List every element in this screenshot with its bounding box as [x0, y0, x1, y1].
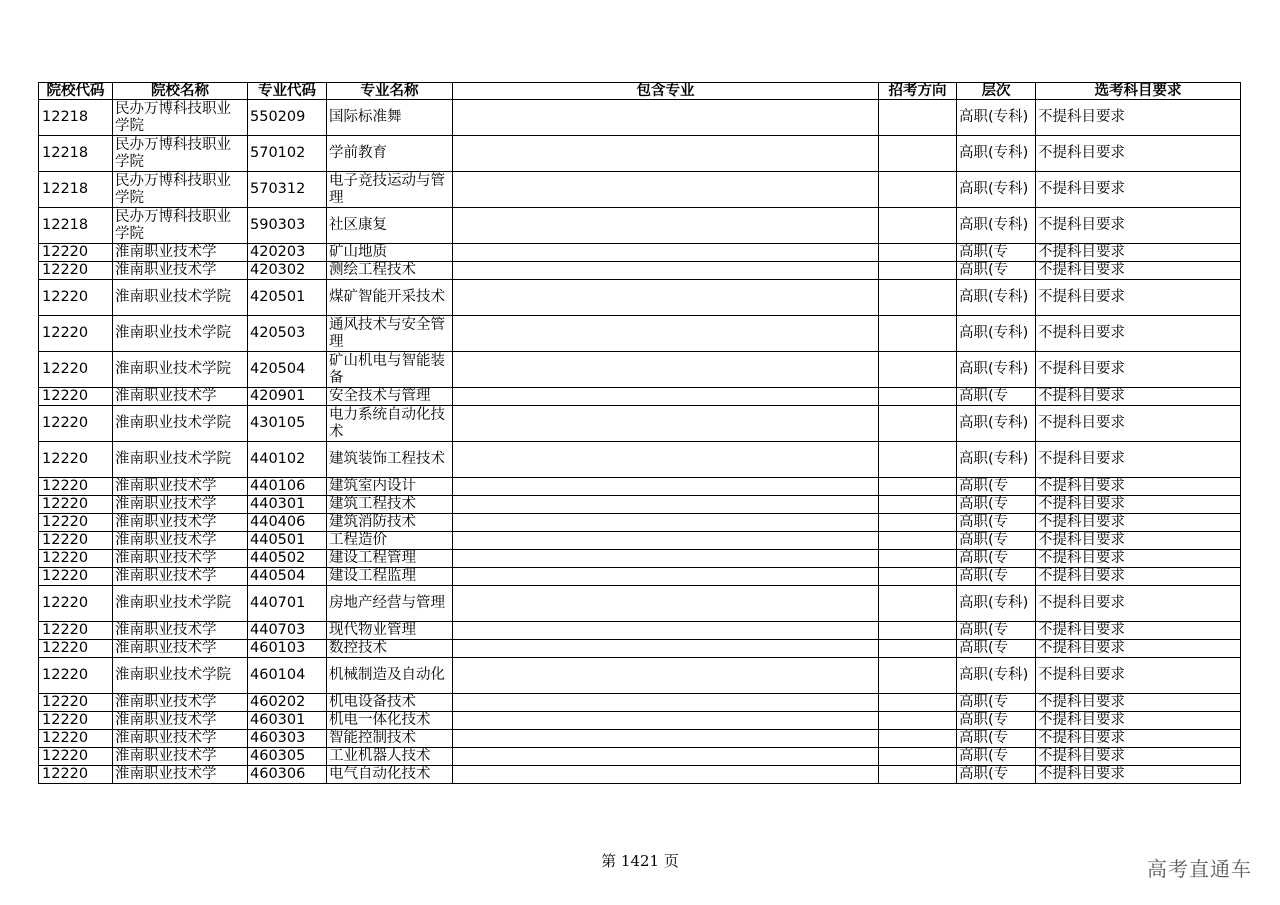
cell-major-name: 数控技术: [327, 640, 453, 658]
cell-school-code: 12220: [39, 388, 113, 406]
cell-school-code: 12220: [39, 766, 113, 784]
cell-major-name: 电力系统自动化技术: [327, 406, 453, 442]
cell-school-name: 淮南职业技术学院: [113, 442, 248, 478]
cell-major-code: 440106: [248, 478, 327, 496]
cell-major-name: 电子竞技运动与管理: [327, 172, 453, 208]
cell-major-name: 电气自动化技术: [327, 766, 453, 784]
cell-requirement: 不提科目要求: [1036, 280, 1241, 316]
cell-school-code: 12220: [39, 406, 113, 442]
cell-school-code: 12220: [39, 568, 113, 586]
cell-direction: [879, 388, 957, 406]
table-row: [39, 244, 1241, 262]
cell-school-name: 淮南职业技术学: [113, 748, 248, 766]
cell-level: 高职(专科): [957, 172, 1036, 208]
table-row: [39, 532, 1241, 550]
watermark: 高考直通车: [1147, 857, 1252, 881]
cell-school-code: 12218: [39, 172, 113, 208]
cell-direction: [879, 568, 957, 586]
cell-requirement: 不提科目要求: [1036, 478, 1241, 496]
cell-school-name: 民办万博科技职业学院: [113, 100, 248, 136]
table-row: [39, 406, 1241, 442]
table-row: [39, 622, 1241, 640]
cell-major-code: 460104: [248, 658, 327, 694]
cell-major-code: 420203: [248, 244, 327, 262]
header-requirement: 选考科目要求: [1036, 83, 1241, 100]
cell-direction: [879, 262, 957, 280]
cell-requirement: 不提科目要求: [1036, 550, 1241, 568]
cell-level: 高职(专科): [957, 658, 1036, 694]
cell-level: 高职(专科): [957, 352, 1036, 388]
cell-major-name: 工业机器人技术: [327, 748, 453, 766]
cell-included-majors: [453, 244, 879, 262]
cell-school-code: 12220: [39, 280, 113, 316]
cell-requirement: 不提科目要求: [1036, 136, 1241, 172]
cell-major-code: 420501: [248, 280, 327, 316]
cell-direction: [879, 694, 957, 712]
cell-direction: [879, 316, 957, 352]
cell-school-name: 淮南职业技术学: [113, 496, 248, 514]
cell-major-code: 440301: [248, 496, 327, 514]
cell-major-code: 420302: [248, 262, 327, 280]
table-row: [39, 568, 1241, 586]
cell-direction: [879, 712, 957, 730]
cell-school-code: 12220: [39, 514, 113, 532]
cell-requirement: 不提科目要求: [1036, 316, 1241, 352]
cell-direction: [879, 514, 957, 532]
table-row: [39, 586, 1241, 622]
cell-major-code: 550209: [248, 100, 327, 136]
cell-requirement: 不提科目要求: [1036, 496, 1241, 514]
cell-direction: [879, 766, 957, 784]
cell-school-name: 淮南职业技术学: [113, 766, 248, 784]
cell-level: 高职(专科): [957, 316, 1036, 352]
cell-direction: [879, 352, 957, 388]
cell-level: 高职(专: [957, 712, 1036, 730]
cell-level: 高职(专科): [957, 442, 1036, 478]
cell-major-name: 测绘工程技术: [327, 262, 453, 280]
cell-school-name: 淮南职业技术学: [113, 622, 248, 640]
cell-school-name: 淮南职业技术学院: [113, 658, 248, 694]
cell-included-majors: [453, 748, 879, 766]
cell-school-name: 淮南职业技术学: [113, 568, 248, 586]
cell-major-code: 570102: [248, 136, 327, 172]
cell-major-name: 国际标准舞: [327, 100, 453, 136]
page-number: 第 1421 页: [601, 852, 679, 870]
cell-major-code: 460202: [248, 694, 327, 712]
cell-school-code: 12220: [39, 442, 113, 478]
cell-level: 高职(专科): [957, 280, 1036, 316]
cell-included-majors: [453, 550, 879, 568]
table-row: [39, 694, 1241, 712]
header-level: 层次: [957, 83, 1036, 100]
cell-included-majors: [453, 514, 879, 532]
cell-major-code: 460301: [248, 712, 327, 730]
cell-major-name: 机电一体化技术: [327, 712, 453, 730]
cell-direction: [879, 496, 957, 514]
cell-major-name: 机械制造及自动化: [327, 658, 453, 694]
table-row: [39, 388, 1241, 406]
cell-level: 高职(专科): [957, 586, 1036, 622]
cell-school-name: 民办万博科技职业学院: [113, 136, 248, 172]
cell-level: 高职(专科): [957, 100, 1036, 136]
cell-major-name: 社区康复: [327, 208, 453, 244]
cell-major-name: 机电设备技术: [327, 694, 453, 712]
cell-school-name: 淮南职业技术学: [113, 388, 248, 406]
cell-included-majors: [453, 316, 879, 352]
cell-direction: [879, 244, 957, 262]
header-school-code: 院校代码: [39, 83, 113, 100]
cell-school-name: 淮南职业技术学: [113, 244, 248, 262]
cell-school-name: 淮南职业技术学: [113, 532, 248, 550]
cell-major-code: 420901: [248, 388, 327, 406]
cell-direction: [879, 208, 957, 244]
cell-included-majors: [453, 136, 879, 172]
cell-requirement: 不提科目要求: [1036, 532, 1241, 550]
table-row: [39, 514, 1241, 532]
cell-major-code: 590303: [248, 208, 327, 244]
cell-major-name: 矿山地质: [327, 244, 453, 262]
cell-school-name: 淮南职业技术学院: [113, 316, 248, 352]
cell-included-majors: [453, 388, 879, 406]
cell-major-name: 建设工程管理: [327, 550, 453, 568]
cell-included-majors: [453, 586, 879, 622]
cell-major-code: 440406: [248, 514, 327, 532]
cell-level: 高职(专: [957, 388, 1036, 406]
cell-level: 高职(专: [957, 532, 1036, 550]
table-row: [39, 136, 1241, 172]
table-row: [39, 280, 1241, 316]
cell-major-code: 460103: [248, 640, 327, 658]
cell-direction: [879, 658, 957, 694]
cell-major-code: 440504: [248, 568, 327, 586]
cell-school-code: 12218: [39, 208, 113, 244]
cell-requirement: 不提科目要求: [1036, 658, 1241, 694]
cell-level: 高职(专: [957, 730, 1036, 748]
cell-major-name: 学前教育: [327, 136, 453, 172]
table-row: [39, 496, 1241, 514]
header-included-majors: 包含专业: [453, 83, 879, 100]
header-direction: 招考方向: [879, 83, 957, 100]
cell-requirement: 不提科目要求: [1036, 514, 1241, 532]
cell-major-code: 440501: [248, 532, 327, 550]
cell-school-name: 民办万博科技职业学院: [113, 208, 248, 244]
cell-included-majors: [453, 658, 879, 694]
cell-major-code: 430105: [248, 406, 327, 442]
table-row: [39, 748, 1241, 766]
cell-requirement: 不提科目要求: [1036, 388, 1241, 406]
cell-major-code: 460306: [248, 766, 327, 784]
cell-direction: [879, 442, 957, 478]
cell-level: 高职(专: [957, 514, 1036, 532]
cell-major-name: 建筑室内设计: [327, 478, 453, 496]
cell-level: 高职(专科): [957, 208, 1036, 244]
table-row: [39, 712, 1241, 730]
cell-included-majors: [453, 406, 879, 442]
cell-direction: [879, 730, 957, 748]
cell-included-majors: [453, 442, 879, 478]
cell-direction: [879, 172, 957, 208]
cell-requirement: 不提科目要求: [1036, 352, 1241, 388]
cell-major-name: 建筑工程技术: [327, 496, 453, 514]
cell-requirement: 不提科目要求: [1036, 622, 1241, 640]
cell-school-code: 12220: [39, 550, 113, 568]
cell-included-majors: [453, 262, 879, 280]
cell-school-code: 12220: [39, 748, 113, 766]
cell-requirement: 不提科目要求: [1036, 748, 1241, 766]
cell-major-name: 煤矿智能开采技术: [327, 280, 453, 316]
cell-school-name: 淮南职业技术学: [113, 262, 248, 280]
cell-included-majors: [453, 100, 879, 136]
cell-major-name: 矿山机电与智能装备: [327, 352, 453, 388]
cell-school-code: 12220: [39, 262, 113, 280]
cell-level: 高职(专: [957, 568, 1036, 586]
cell-school-code: 12220: [39, 316, 113, 352]
cell-school-name: 淮南职业技术学: [113, 730, 248, 748]
cell-level: 高职(专科): [957, 136, 1036, 172]
cell-level: 高职(专: [957, 694, 1036, 712]
cell-major-code: 420503: [248, 316, 327, 352]
cell-requirement: 不提科目要求: [1036, 100, 1241, 136]
cell-level: 高职(专: [957, 550, 1036, 568]
table-row: [39, 100, 1241, 136]
cell-direction: [879, 100, 957, 136]
cell-school-code: 12220: [39, 496, 113, 514]
cell-major-name: 现代物业管理: [327, 622, 453, 640]
table-row: [39, 640, 1241, 658]
table-row: [39, 658, 1241, 694]
cell-included-majors: [453, 622, 879, 640]
cell-school-code: 12220: [39, 640, 113, 658]
cell-requirement: 不提科目要求: [1036, 586, 1241, 622]
cell-requirement: 不提科目要求: [1036, 712, 1241, 730]
cell-direction: [879, 532, 957, 550]
cell-major-name: 房地产经营与管理: [327, 586, 453, 622]
cell-level: 高职(专: [957, 262, 1036, 280]
cell-major-code: 440502: [248, 550, 327, 568]
cell-school-code: 12220: [39, 532, 113, 550]
cell-school-name: 淮南职业技术学: [113, 478, 248, 496]
cell-included-majors: [453, 172, 879, 208]
header-major-code: 专业代码: [248, 83, 327, 100]
header-major-name: 专业名称: [327, 83, 453, 100]
cell-included-majors: [453, 532, 879, 550]
cell-school-name: 淮南职业技术学院: [113, 406, 248, 442]
cell-major-code: 460305: [248, 748, 327, 766]
cell-major-name: 智能控制技术: [327, 730, 453, 748]
header-school-name: 院校名称: [113, 83, 248, 100]
cell-requirement: 不提科目要求: [1036, 640, 1241, 658]
cell-major-code: 570312: [248, 172, 327, 208]
cell-included-majors: [453, 280, 879, 316]
cell-school-name: 民办万博科技职业学院: [113, 172, 248, 208]
cell-requirement: 不提科目要求: [1036, 208, 1241, 244]
cell-included-majors: [453, 208, 879, 244]
cell-requirement: 不提科目要求: [1036, 172, 1241, 208]
cell-major-name: 安全技术与管理: [327, 388, 453, 406]
cell-requirement: 不提科目要求: [1036, 694, 1241, 712]
cell-major-name: 建设工程监理: [327, 568, 453, 586]
cell-major-name: 建筑装饰工程技术: [327, 442, 453, 478]
enrollment-table: [38, 82, 1241, 784]
cell-school-code: 12220: [39, 352, 113, 388]
cell-school-name: 淮南职业技术学: [113, 694, 248, 712]
cell-level: 高职(专: [957, 640, 1036, 658]
cell-included-majors: [453, 730, 879, 748]
cell-major-code: 440102: [248, 442, 327, 478]
cell-included-majors: [453, 640, 879, 658]
cell-level: 高职(专科): [957, 406, 1036, 442]
cell-major-name: 工程造价: [327, 532, 453, 550]
table-row: [39, 316, 1241, 352]
cell-school-name: 淮南职业技术学院: [113, 352, 248, 388]
cell-included-majors: [453, 568, 879, 586]
cell-requirement: 不提科目要求: [1036, 568, 1241, 586]
cell-direction: [879, 622, 957, 640]
cell-level: 高职(专: [957, 748, 1036, 766]
cell-school-code: 12220: [39, 622, 113, 640]
cell-school-name: 淮南职业技术学: [113, 640, 248, 658]
cell-included-majors: [453, 694, 879, 712]
cell-school-name: 淮南职业技术学院: [113, 586, 248, 622]
cell-school-name: 淮南职业技术学: [113, 712, 248, 730]
cell-school-code: 12218: [39, 100, 113, 136]
cell-requirement: 不提科目要求: [1036, 406, 1241, 442]
cell-direction: [879, 748, 957, 766]
cell-level: 高职(专: [957, 244, 1036, 262]
cell-school-code: 12220: [39, 694, 113, 712]
cell-major-code: 440701: [248, 586, 327, 622]
cell-requirement: 不提科目要求: [1036, 730, 1241, 748]
table-row: [39, 478, 1241, 496]
table-row: [39, 352, 1241, 388]
cell-level: 高职(专: [957, 478, 1036, 496]
cell-school-code: 12220: [39, 478, 113, 496]
table-row: [39, 262, 1241, 280]
cell-direction: [879, 280, 957, 316]
cell-included-majors: [453, 766, 879, 784]
header-row: [39, 83, 1241, 100]
cell-school-code: 12220: [39, 730, 113, 748]
cell-school-code: 12220: [39, 658, 113, 694]
table-row: [39, 730, 1241, 748]
table-row: [39, 208, 1241, 244]
cell-level: 高职(专: [957, 622, 1036, 640]
cell-school-code: 12218: [39, 136, 113, 172]
cell-requirement: 不提科目要求: [1036, 766, 1241, 784]
cell-school-name: 淮南职业技术学院: [113, 280, 248, 316]
cell-included-majors: [453, 712, 879, 730]
cell-major-code: 440703: [248, 622, 327, 640]
cell-school-code: 12220: [39, 586, 113, 622]
cell-requirement: 不提科目要求: [1036, 442, 1241, 478]
cell-major-name: 通风技术与安全管理: [327, 316, 453, 352]
cell-school-name: 淮南职业技术学: [113, 514, 248, 532]
cell-direction: [879, 478, 957, 496]
table-row: [39, 766, 1241, 784]
cell-level: 高职(专: [957, 766, 1036, 784]
table-row: [39, 550, 1241, 568]
cell-included-majors: [453, 496, 879, 514]
cell-direction: [879, 136, 957, 172]
cell-major-name: 建筑消防技术: [327, 514, 453, 532]
cell-level: 高职(专: [957, 496, 1036, 514]
cell-direction: [879, 550, 957, 568]
cell-direction: [879, 640, 957, 658]
table-row: [39, 442, 1241, 478]
cell-major-code: 420504: [248, 352, 327, 388]
cell-included-majors: [453, 478, 879, 496]
cell-direction: [879, 406, 957, 442]
cell-school-code: 12220: [39, 712, 113, 730]
cell-school-code: 12220: [39, 244, 113, 262]
cell-direction: [879, 586, 957, 622]
cell-major-code: 460303: [248, 730, 327, 748]
cell-school-name: 淮南职业技术学: [113, 550, 248, 568]
table-row: [39, 172, 1241, 208]
cell-included-majors: [453, 352, 879, 388]
cell-requirement: 不提科目要求: [1036, 262, 1241, 280]
cell-requirement: 不提科目要求: [1036, 244, 1241, 262]
